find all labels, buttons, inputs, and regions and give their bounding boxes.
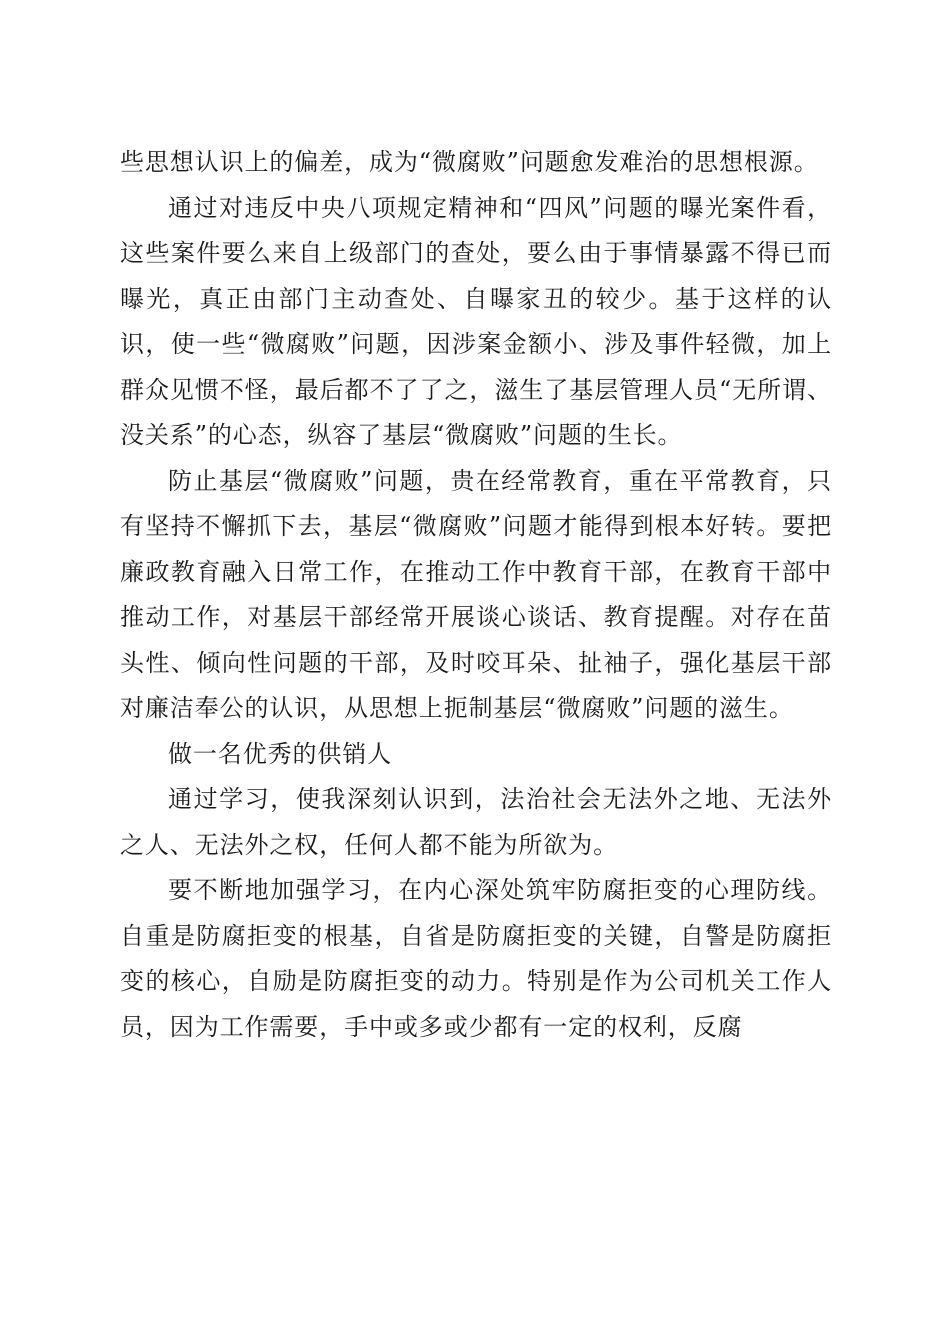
document-body — [120, 140, 832, 1050]
paragraph-rule-of-law: 通过学习，使我深刻认识到，法治社会无法外之地、无法外之人、无法外之权，任何人都不能为所欲为。 — [120, 785, 832, 859]
section-heading: 做一名优秀的供销人 — [168, 739, 393, 768]
paragraph-continuation: 些思想认识上的偏差，成为“微腐败”问题愈发难治的思想根源。 — [120, 148, 819, 176]
paragraph-prevention-education: 防止基层“微腐败”问题，贵在经常教育，重在平常教育，只有坚持不懈抓下去，基层“微腐败”问题才能得到根本好转。要把廉政教育融入日常工作，在推动工作中教育干部，在教育干部中推动工作，对基层干部经常开展谈心谈话、教育提醒。对存在苗头性、倾向性问题的干部，及时咬耳朵、扯袖子，强化基层干部对廉洁奉公的认识，从思想上扼制基层“微腐败”问题的滋生。 — [120, 466, 832, 722]
paragraph-continuous-learning: 要不断地加强学习，在内心深处筑牢防腐拒变的心理防线。自重是防腐拒变的根基，自省是防腐拒变的关键，自警是防腐拒变的核心，自励是防腐拒变的动力。特别是作为公司机关工作人员，因为工作需要，手中或多或少都有一定的权利，反腐 — [120, 876, 832, 1041]
paragraph-exposure-cases: 通过对违反中央八项规定精神和“四风”问题的曝光案件看，这些案件要么来自上级部门的查处，要么由于事情暴露不得已而曝光，真正由部门主动查处、自曝家丑的较少。基于这样的认识，使一些“微腐败”问题，因涉案金额小、涉及事件轻微，加上群众见惯不怪，最后都不了了之，滋生了基层管理人员“无所谓、没关系”的心态，纵容了基层“微腐败”问题的生长。 — [120, 193, 832, 449]
